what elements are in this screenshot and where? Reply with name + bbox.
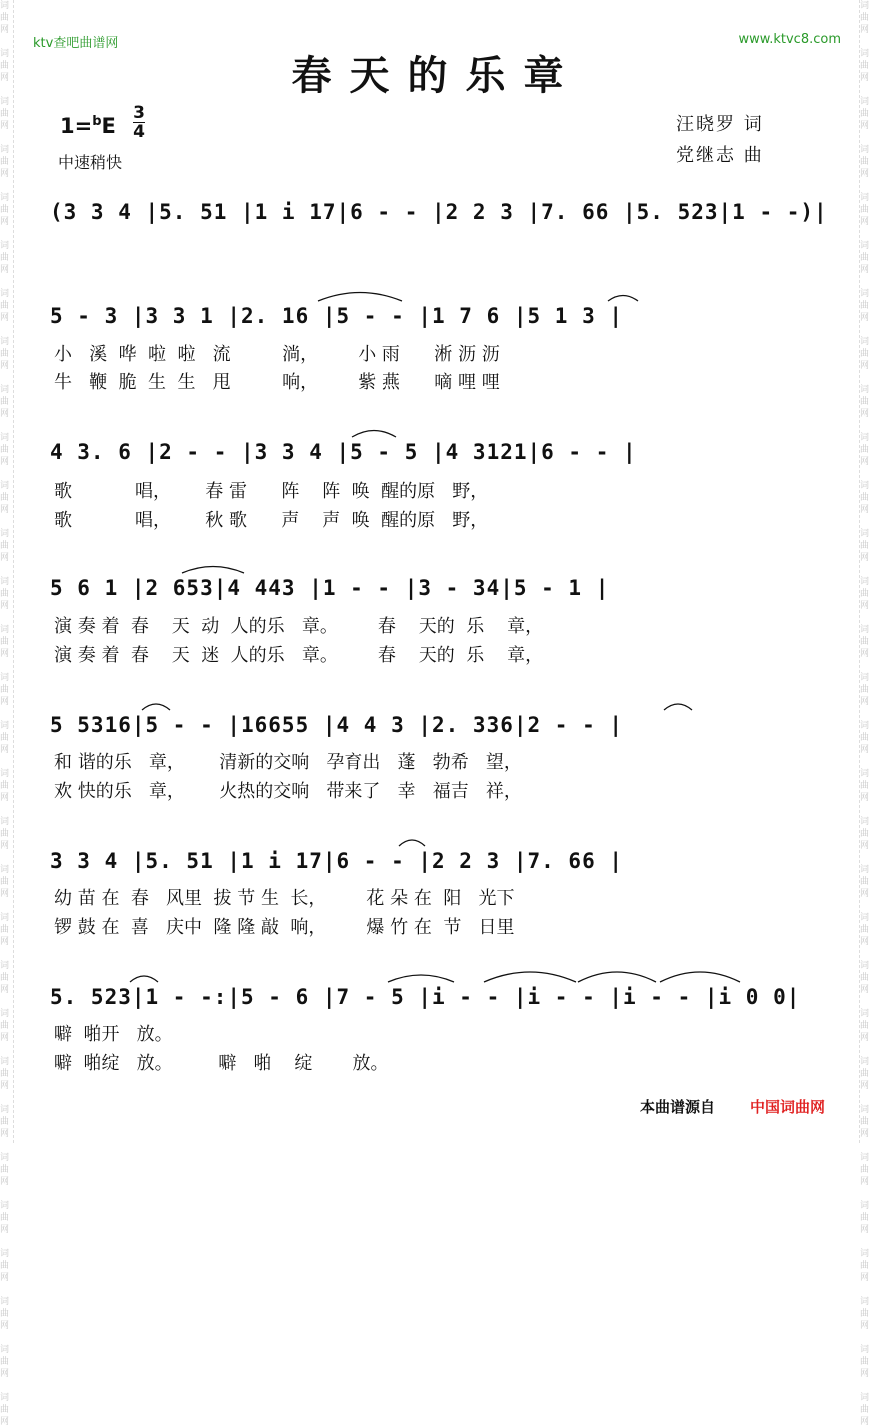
key-signature: 1=$^b$E: [60, 114, 116, 138]
lyrics-row-7-verse-1: 噼 啪开 放。: [54, 1024, 173, 1045]
source-label: 本曲谱源自: [640, 1098, 716, 1116]
slur: [130, 976, 158, 982]
lyricist-credit: 汪晓罗 词: [676, 114, 764, 135]
lyrics-row-2-verse-2: 牛 鞭 脆 生 生 甩 响， 紫 燕 嘀 哩 哩: [54, 372, 500, 393]
lyrics-row-5-verse-2: 欢 快的乐 章， 火热的交响 带来了 幸 福吉 祥，: [54, 781, 522, 802]
slur: [664, 704, 692, 710]
notes-row-5: 5 5316|5 - - |16655 |4 4 3 |2. 336|2 - - |: [50, 713, 624, 737]
slur: [484, 972, 576, 982]
slur: [182, 567, 244, 574]
slur: [142, 704, 170, 710]
lyrics-row-7-verse-2: 噼 啪绽 放。 噼 啪 绽 放。: [54, 1053, 389, 1074]
watermark-left: ktv查吧曲谱网: [33, 36, 119, 51]
notes-row-3: 4 3. 6 |2 - - |3 3 4 |5 - 5 |4 3121|6 - - |: [50, 440, 637, 464]
watermark-right: www.ktvc8.com: [738, 32, 841, 47]
slur: [388, 975, 454, 982]
notes-row-7: 5. 523|1 - -:|5 - 6 |7 - 5 |i - - |i - - |i - - |i 0 0|: [50, 985, 801, 1009]
song-title: 春天的乐章: [291, 53, 582, 99]
slur: [578, 972, 656, 982]
slur: [318, 293, 402, 302]
lyrics-row-3-verse-1: 歌 唱， 春 雷 阵 阵 唤 醒的原 野，: [54, 481, 489, 502]
lyrics-row-6-verse-2: 锣 鼓 在 喜 庆中 隆 隆 敲 响， 爆 竹 在 节 日里: [54, 917, 515, 938]
notes-row-6: 3 3 4 |5. 51 |1 i 17|6 - - |2 2 3 |7. 66 |: [50, 849, 624, 873]
time-signature: 3 4: [133, 103, 145, 142]
lyrics-row-4-verse-1: 演 奏 着 春 天 动 人的乐 章。 春 天的 乐 章，: [54, 616, 544, 637]
lyrics-row-2-verse-1: 小 溪 哗 啦 啦 流 淌， 小 雨 淅 沥 沥: [54, 344, 500, 365]
lyrics-row-5-verse-1: 和 谐的乐 章， 清新的交响 孕育出 蓬 勃希 望，: [54, 752, 522, 773]
left-watermark-strip: 词 曲 网 词 曲 网 词 曲 网 词 曲 网 词 曲 网 词 曲 网 词 曲 网 词 曲 网 词 曲 网 词 曲 网 词 曲 网 词 曲 网 词 曲 网 词 曲 网 词 曲 网 词 曲 网 词 曲 网 词 曲 网 词 曲 网 词 曲 网 词 曲 网 词 曲 网 词 曲 网 词 曲 网 词 曲 网 词 曲 网 词 曲 网 词 曲 网 词 曲 网 词 曲 网: [0, 0, 14, 1143]
source-brand: 中国词曲网: [750, 1098, 826, 1116]
slur: [608, 296, 638, 302]
notes-row-1: (3 3 4 |5. 51 |1 i 17|6 - - |2 2 3 |7. 66 |5. 523|1 - -)|: [50, 200, 828, 224]
composer-credit: 党继志 曲: [676, 145, 764, 166]
tempo-marking: 中速稍快: [58, 153, 123, 172]
slur: [352, 431, 396, 438]
lyrics-row-4-verse-2: 演 奏 着 春 天 迷 人的乐 章。 春 天的 乐 章，: [54, 645, 544, 666]
lyrics-row-6-verse-1: 幼 苗 在 春 风里 拔 节 生 长， 花 朵 在 阳 光下: [54, 888, 515, 909]
notes-row-2: 5 - 3 |3 3 1 |2. 16 |5 - - |1 7 6 |5 1 3 |: [50, 304, 624, 328]
right-watermark-strip: 词 曲 网 词 曲 网 词 曲 网 词 曲 网 词 曲 网 词 曲 网 词 曲 网 词 曲 网 词 曲 网 词 曲 网 词 曲 网 词 曲 网 词 曲 网 词 曲 网 词 曲 网 词 曲 网 词 曲 网 词 曲 网 词 曲 网 词 曲 网 词 曲 网 词 曲 网 词 曲 网 词 曲 网 词 曲 网 词 曲 网 词 曲 网 词 曲 网 词 曲 网 词 曲 网: [859, 0, 873, 1143]
lyrics-row-3-verse-2: 歌 唱， 秋 歌 声 声 唤 醒的原 野，: [54, 510, 489, 531]
notes-row-4: 5 6 1 |2 653|4 443 |1 - - |3 - 34|5 - 1 |: [50, 576, 610, 600]
slur: [399, 840, 425, 846]
slur: [660, 972, 740, 982]
